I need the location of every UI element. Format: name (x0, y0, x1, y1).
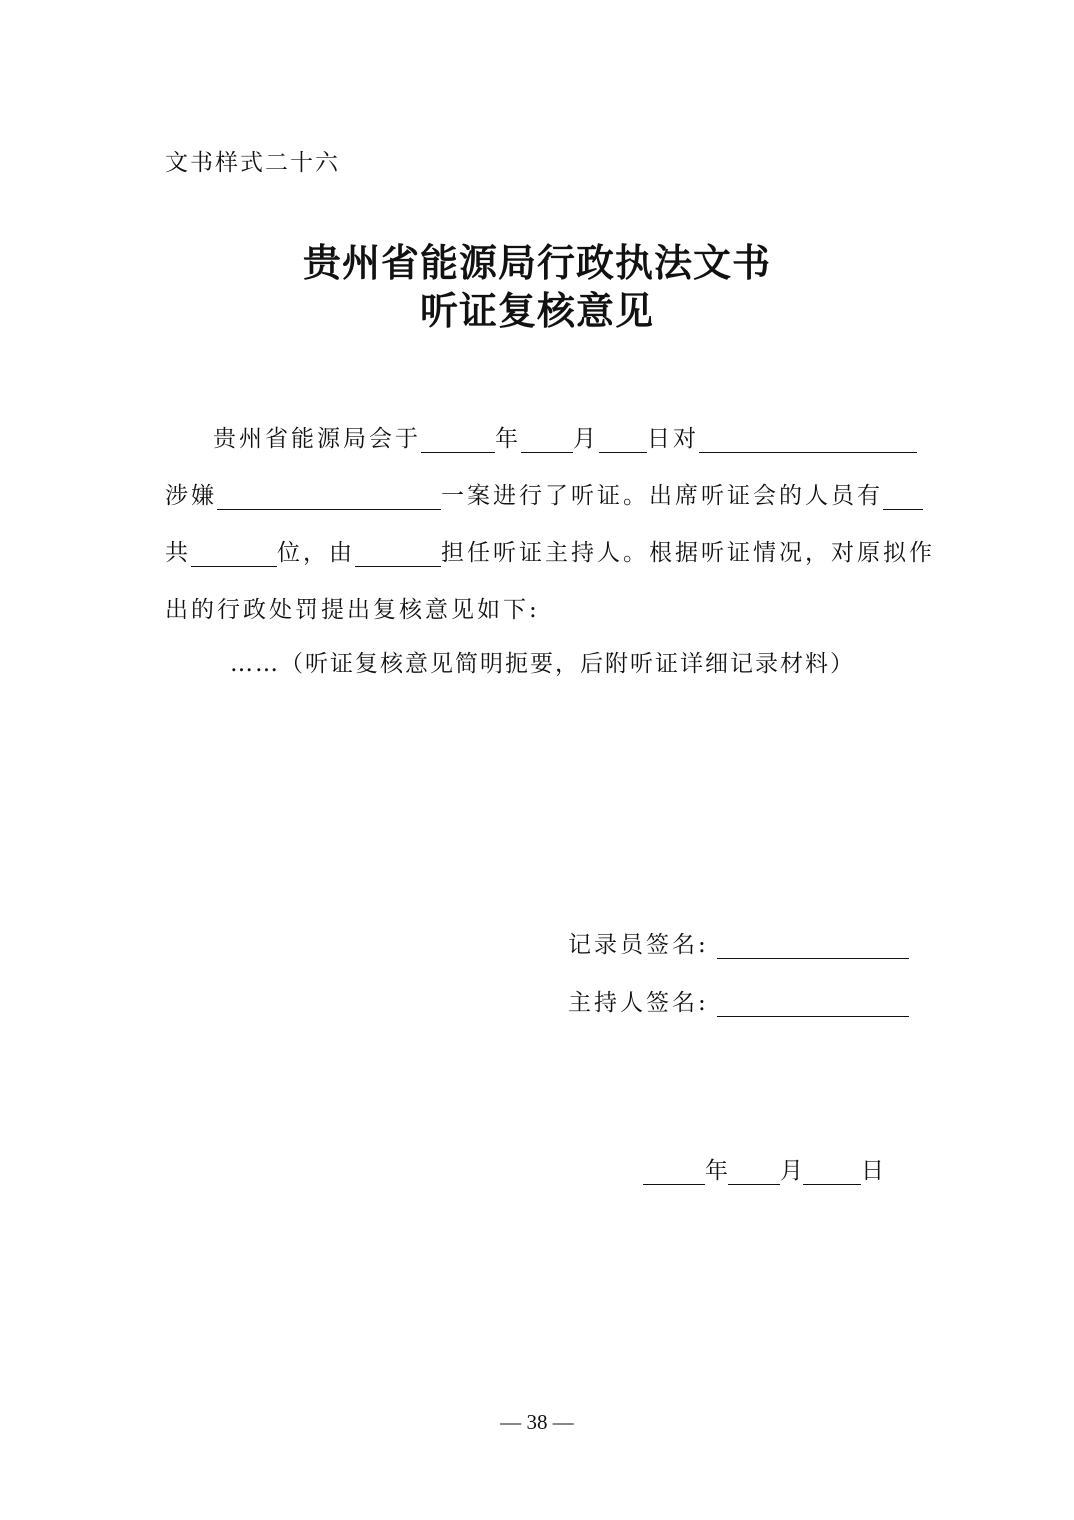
host-signature-label: 主持人签名: (568, 990, 709, 1016)
date-month-label: 月 (780, 1158, 803, 1184)
text-segment: 位，由 (277, 540, 355, 566)
instruction-note: ……（听证复核意见简明扼要，后附听证详细记录材料） (230, 651, 855, 677)
host-signature-line (568, 984, 909, 1017)
count-blank[interactable] (191, 540, 277, 567)
recorder-signature-blank[interactable] (717, 932, 909, 959)
text-segment: 贵州省能源局会于 (213, 426, 421, 452)
recorder-signature-label: 记录员签名: (568, 932, 709, 958)
signing-date (643, 1152, 884, 1185)
text-segment: 共 (165, 540, 191, 566)
sign-day-blank[interactable] (803, 1158, 861, 1185)
recorder-signature-line (568, 926, 909, 959)
party-blank[interactable] (699, 426, 917, 453)
date-day-label: 日 (861, 1158, 884, 1184)
text-segment: 出的行政处罚提出复核意见如下: (165, 597, 540, 623)
year-blank[interactable] (421, 426, 495, 453)
paragraph-line-3 (165, 534, 935, 574)
document-subtitle: 听证复核意见 (419, 288, 654, 333)
sign-year-blank[interactable] (643, 1158, 705, 1185)
text-segment: 涉嫌 (165, 483, 217, 509)
date-year-label: 年 (705, 1158, 728, 1184)
paragraph-line-1 (213, 420, 917, 460)
paragraph-line-2 (165, 477, 923, 517)
paragraph-line-4 (165, 591, 540, 631)
text-segment: 日对 (647, 426, 699, 452)
case-blank[interactable] (217, 483, 441, 510)
page-number: — 38 — (500, 1410, 574, 1434)
document-title: 贵州省能源局行政执法文书 (302, 240, 771, 285)
sign-month-blank[interactable] (728, 1158, 780, 1185)
text-segment: 担任听证主持人。根据听证情况，对原拟作 (441, 540, 935, 566)
text-segment: 月 (573, 426, 599, 452)
host-name-blank[interactable] (355, 540, 441, 567)
month-blank[interactable] (521, 426, 573, 453)
text-segment: 年 (495, 426, 521, 452)
attendees-blank[interactable] (883, 483, 923, 510)
form-style-label: 文书样式二十六 (165, 150, 340, 176)
text-segment: 一案进行了听证。出席听证会的人员有 (441, 483, 883, 509)
host-signature-blank[interactable] (717, 990, 909, 1017)
day-blank[interactable] (599, 426, 647, 453)
